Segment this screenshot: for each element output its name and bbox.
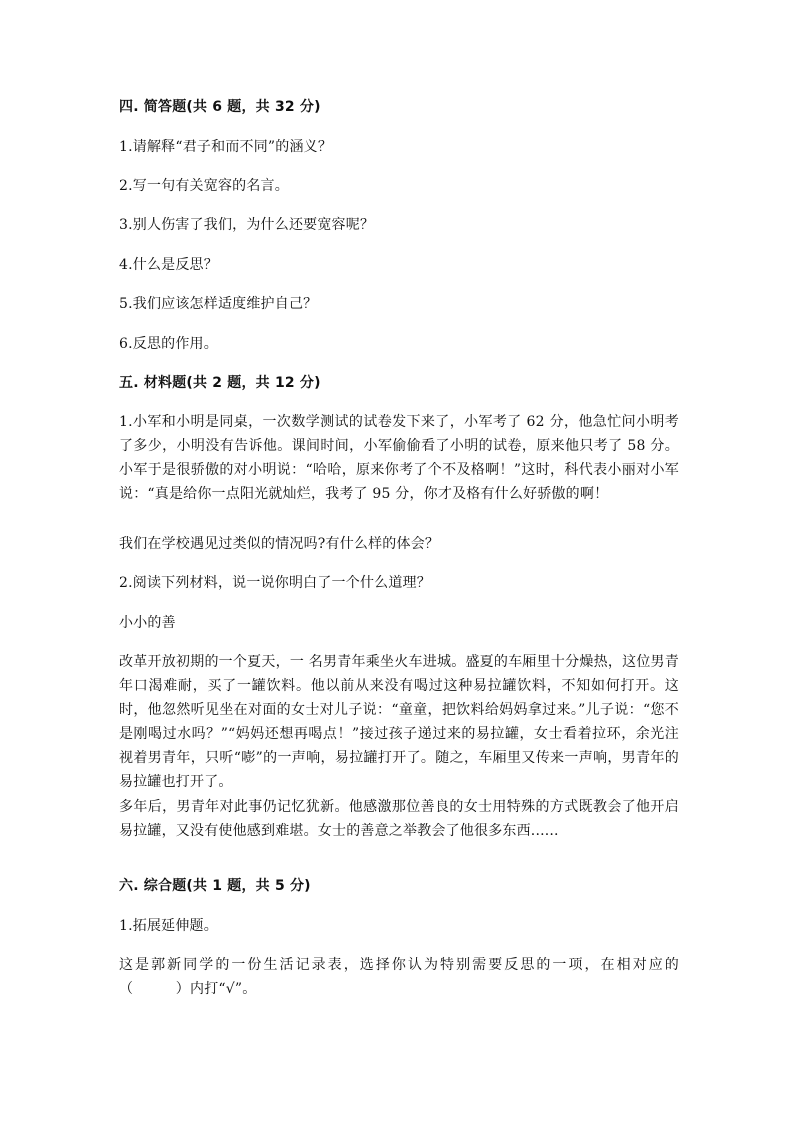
- section-4-question-6: 6.反思的作用。: [119, 336, 218, 352]
- section-5-material-paragraph-1: 改革开放初期的一个夏天，一 名男青年乘坐火车进城。盛夏的车厢里十分燥热，这位男青年口渴难耐，买了一罐饮料。他以前从来没有喝过这种易拉罐饮料，不知如何打开。这时，他忽然听见坐在对面的女士对儿子说：“童童，把饮料给妈妈拿过来。”儿子说：“您不是刚喝过水吗？”“妈妈还想再喝点！”接过孩子递过来的易拉罐，女士看着拉环，余光注视着男青年，只听“嘭”的一声响，易拉罐打开了。随之，车厢里又传来一声响，男青年的易拉罐也打开了。: [119, 654, 679, 790]
- section-5-material-paragraph-2: 多年后，男青年对此事仍记忆犹新。他感激那位善良的女士用特殊的方式既教会了他开启易拉罐，又没有使他感到难堪。女士的善意之举教会了他很多东西......: [119, 799, 679, 839]
- section-4-question-5: 5.我们应该怎样适度维护自己？: [119, 296, 318, 312]
- section-4-question-3: 3.别人伤害了我们，为什么还要宽容呢？: [119, 217, 375, 233]
- section-6-question-1-text: 这是郭新同学的一份生活记录表，选择你认为特别需要反思的一项，在相对应的（ ）内打“√”。: [119, 957, 679, 997]
- section-5-question-1-prompt: 我们在学校遇见过类似的情况吗?有什么样的体会？: [119, 536, 440, 552]
- section-4-heading: 四. 简答题(共 6 题，共 32 分): [119, 99, 321, 115]
- section-5-heading: 五. 材料题(共 2 题，共 12 分): [119, 375, 321, 391]
- section-6-question-1-title: 1.拓展延伸题。: [119, 918, 218, 934]
- section-6-heading: 六. 综合题(共 1 题，共 5 分): [119, 878, 311, 894]
- section-5-question-1-material: 1.小军和小明是同桌，一次数学测试的试卷发下来了，小军考了 62 分，他急忙问小明考了多少，小明没有告诉他。课间时间，小军偷偷看了小明的试卷，原来他只考了 58 分。小军于是很骄傲的对小明说：“哈哈，原来你考了个不及格啊！”这时，科代表小丽对小军说：“真是给你一点阳光就灿烂，我考了 95 分，你才及格有什么好骄傲的啊！: [119, 414, 679, 502]
- section-4-question-2: 2.写一句有关宽容的名言。: [119, 178, 289, 194]
- section-4-question-1: 1.请解释“君子和而不同”的涵义？: [119, 139, 333, 155]
- section-5-question-2-prompt: 2.阅读下列材料，说一说你明白了一个什么道理？: [119, 575, 431, 591]
- section-4-question-4: 4.什么是反思？: [119, 257, 218, 273]
- section-5-material-title: 小小的善: [119, 615, 176, 631]
